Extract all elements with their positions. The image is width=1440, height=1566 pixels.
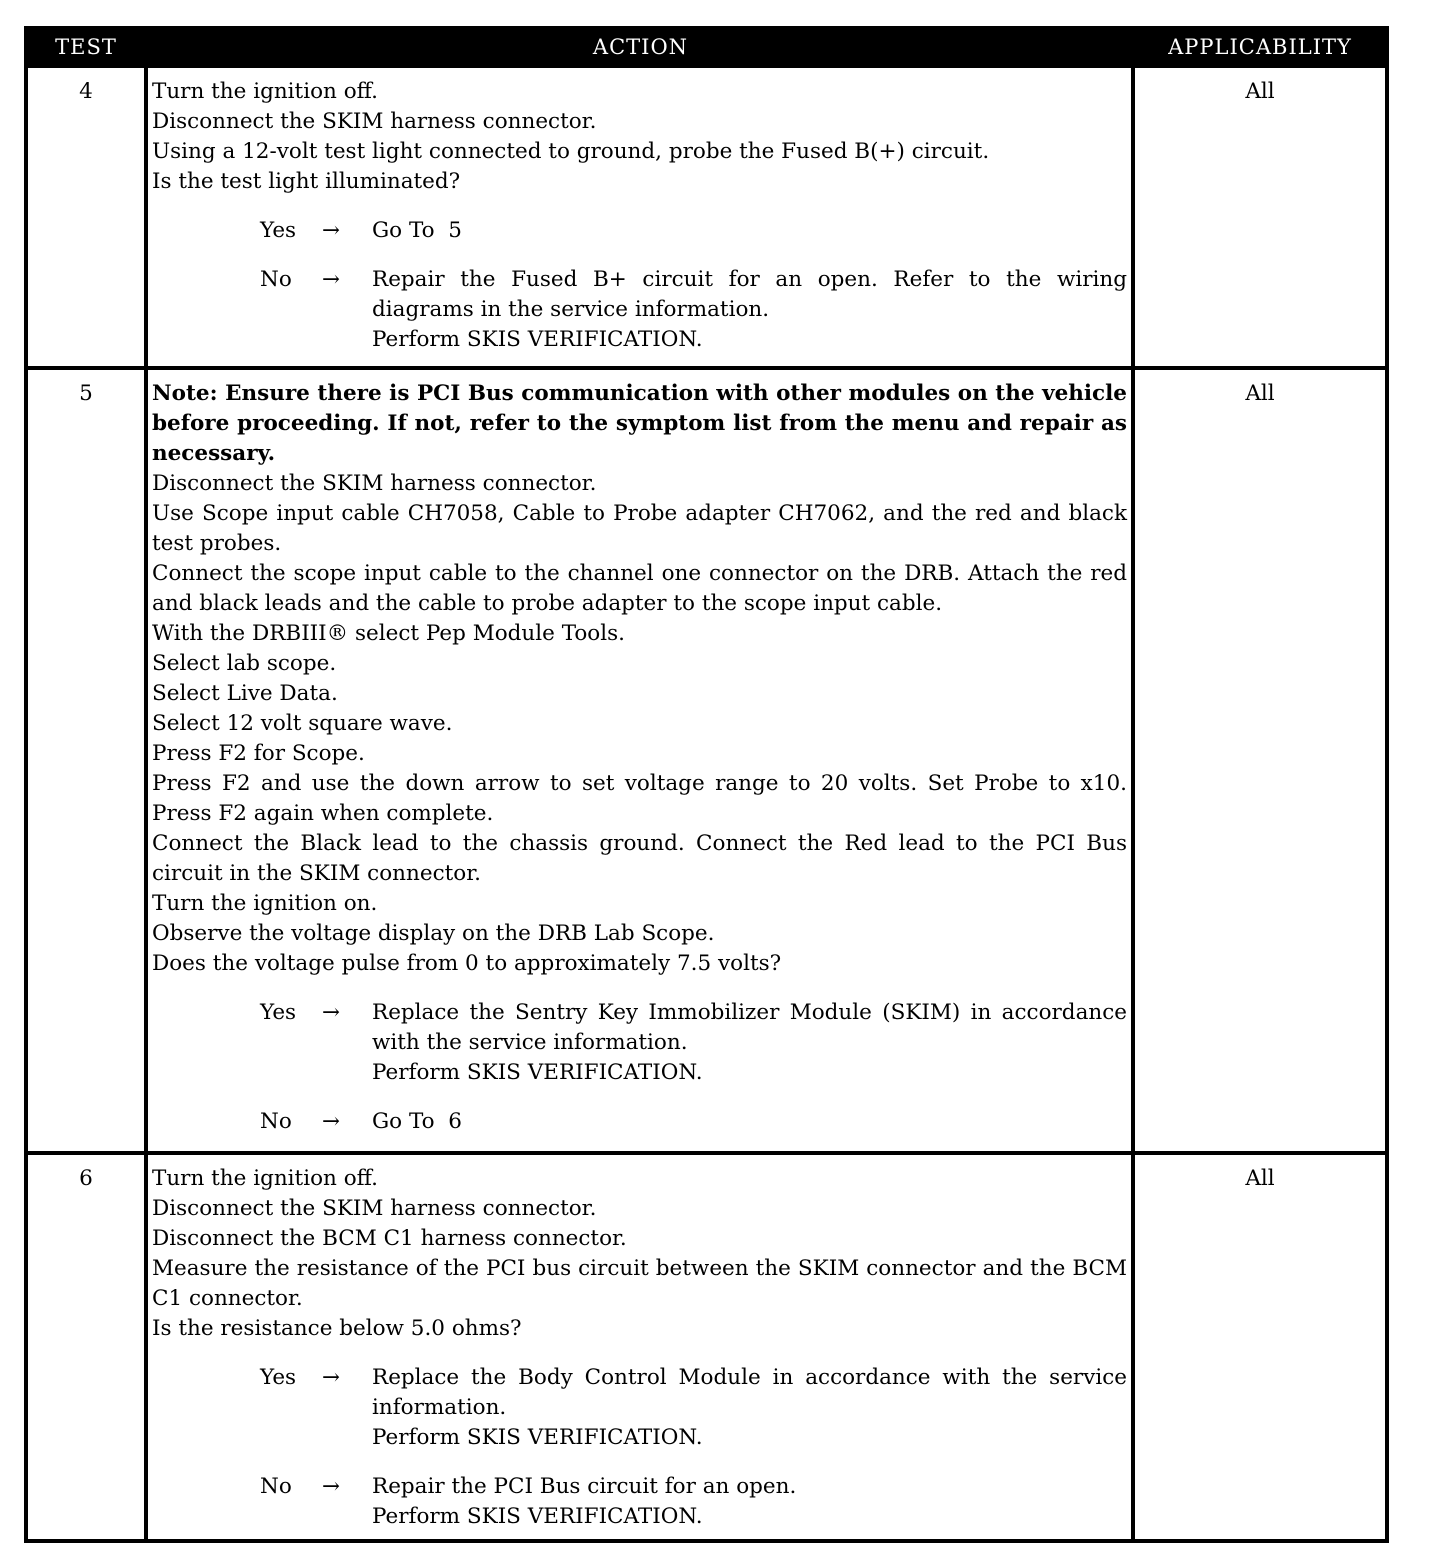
yes-label: Yes <box>260 218 297 243</box>
yes-answer <box>152 998 1127 1088</box>
step: Measure the resistance of the PCI bus circuit between the SKIM connector and the BCM C1 connector. <box>152 1256 1127 1311</box>
arrow-icon: → <box>322 267 341 292</box>
header-applicability: APPLICABILITY <box>1168 35 1352 59</box>
applicability: All <box>1245 1166 1275 1191</box>
yes-result-verify: Perform SKIS VERIFICATION. <box>372 1060 703 1085</box>
arrow-icon: → <box>322 1000 341 1025</box>
action-cell <box>152 77 1127 355</box>
step: Select Live Data. <box>152 681 338 706</box>
test-number: 6 <box>79 1166 93 1191</box>
step: Connect the Black lead to the chassis ground. Connect the Red lead to the PCI Bus circuit in the SKIM connector. <box>152 831 1127 886</box>
step: Use Scope input cable CH7058, Cable to Probe adapter CH7062, and the red and black test probes. <box>152 501 1127 556</box>
action-cell <box>152 1164 1127 1532</box>
step: Connect the scope input cable to the channel one connector on the DRB. Attach the red and black leads and the cable to probe adapter to the scope input cable. <box>152 561 1127 616</box>
row-divider-2 <box>28 1151 1385 1155</box>
test-number: 4 <box>79 79 93 104</box>
note: Note: Ensure there is PCI Bus communication with other modules on the vehicle before proceeding. If not, refer to the symptom list from the menu and repair as necessary. <box>152 381 1127 466</box>
step: Press F2 and use the down arrow to set voltage range to 20 volts. Set Probe to x10. Press F2 again when complete. <box>152 771 1127 826</box>
action-cell <box>152 379 1127 1137</box>
row-divider-1 <box>28 366 1385 370</box>
question: Does the voltage pulse from 0 to approximately 7.5 volts? <box>152 951 782 976</box>
step: Disconnect the BCM C1 harness connector. <box>152 1226 627 1251</box>
question: Is the resistance below 5.0 ohms? <box>152 1316 522 1341</box>
yes-label: Yes <box>260 1000 297 1025</box>
no-answer <box>152 265 1127 355</box>
no-answer <box>152 1107 1127 1137</box>
step: Using a 12-volt test light connected to ground, probe the Fused B(+) circuit. <box>152 139 990 164</box>
step: Press F2 for Scope. <box>152 741 365 766</box>
step: Observe the voltage display on the DRB Lab Scope. <box>152 921 715 946</box>
no-result: Go To 6 <box>372 1109 462 1134</box>
step: Disconnect the SKIM harness connector. <box>152 1196 597 1221</box>
arrow-icon: → <box>322 1474 341 1499</box>
no-label: No <box>260 1474 292 1499</box>
step: Turn the ignition off. <box>152 79 378 104</box>
yes-result: Go To 5 <box>372 218 462 243</box>
test-number: 5 <box>79 381 93 406</box>
column-divider-1 <box>144 68 148 1539</box>
no-result-verify: Perform SKIS VERIFICATION. <box>372 1504 703 1529</box>
arrow-icon: → <box>322 218 341 243</box>
no-result: Repair the PCI Bus circuit for an open. <box>372 1474 797 1499</box>
table-header <box>28 30 1385 68</box>
applicability: All <box>1245 381 1275 406</box>
arrow-icon: → <box>322 1109 341 1134</box>
step: With the DRBIII® select Pep Module Tools. <box>152 621 625 646</box>
column-divider-2 <box>1131 68 1135 1539</box>
step: Disconnect the SKIM harness connector. <box>152 109 597 134</box>
no-result: Repair the Fused B+ circuit for an open. Refer to the wiring diagrams in the service information. <box>372 267 1127 322</box>
no-answer <box>152 1472 1127 1532</box>
question: Is the test light illuminated? <box>152 169 461 194</box>
step: Disconnect the SKIM harness connector. <box>152 471 597 496</box>
diagnostic-table <box>24 26 1389 1543</box>
no-result-verify: Perform SKIS VERIFICATION. <box>372 327 703 352</box>
step: Select lab scope. <box>152 651 337 676</box>
applicability: All <box>1245 79 1275 104</box>
yes-result-verify: Perform SKIS VERIFICATION. <box>372 1425 703 1450</box>
step: Select 12 volt square wave. <box>152 711 453 736</box>
yes-answer <box>152 216 1127 246</box>
header-action: ACTION <box>592 35 689 59</box>
no-label: No <box>260 267 292 292</box>
no-label: No <box>260 1109 292 1134</box>
header-test: TEST <box>55 35 117 59</box>
yes-result: Replace the Body Control Module in accordance with the service information. <box>372 1365 1127 1420</box>
step: Turn the ignition on. <box>152 891 378 916</box>
yes-result: Replace the Sentry Key Immobilizer Module (SKIM) in accordance with the service information. <box>372 1000 1127 1055</box>
step: Turn the ignition off. <box>152 1166 378 1191</box>
arrow-icon: → <box>322 1365 341 1390</box>
yes-answer <box>152 1363 1127 1453</box>
yes-label: Yes <box>260 1365 297 1390</box>
